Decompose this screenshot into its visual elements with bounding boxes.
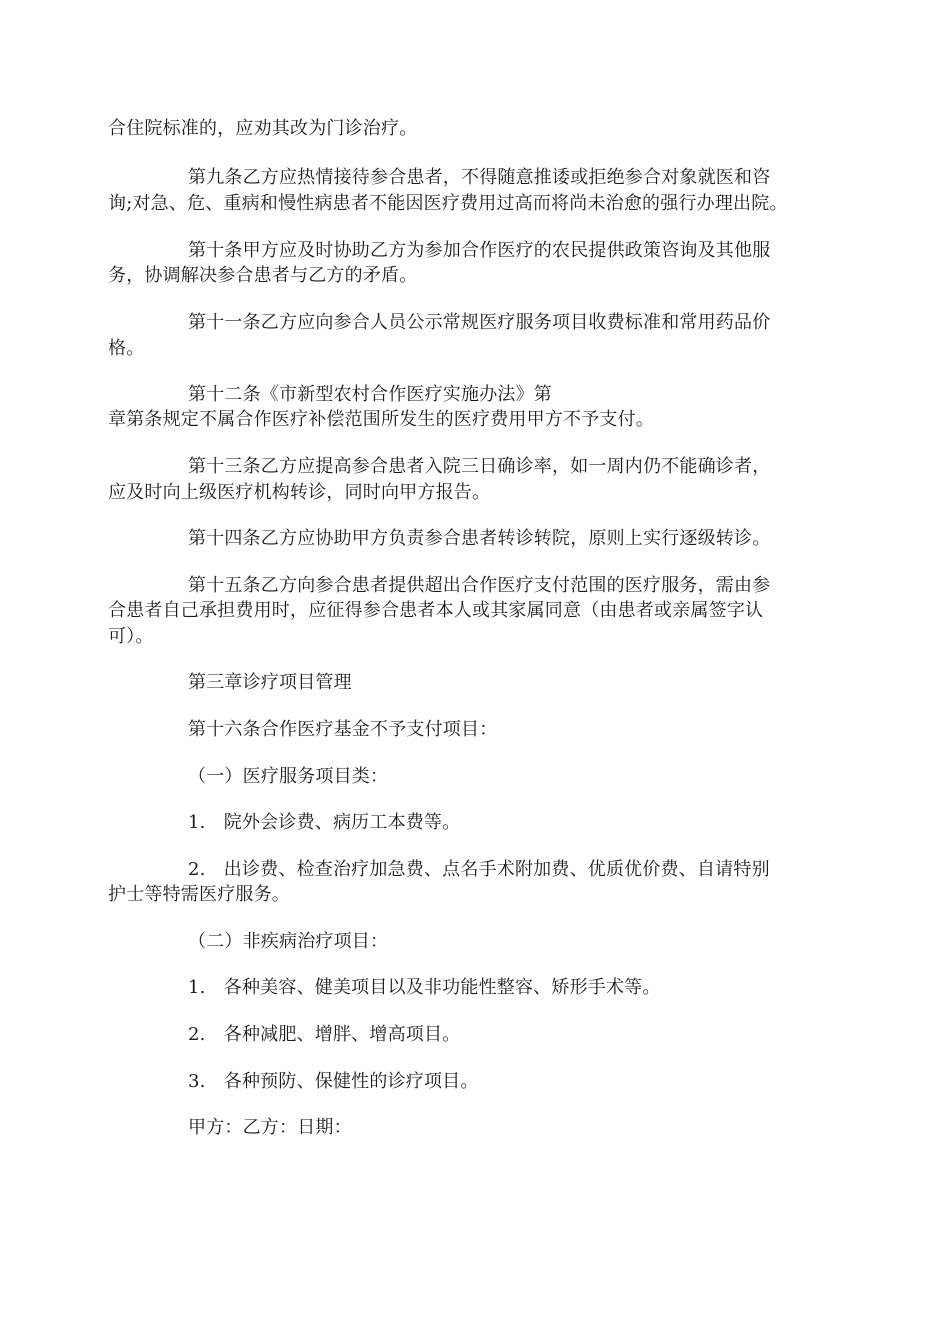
text-line: 第十四条乙方应协助甲方负责参合患者转诊转院，原则上实行逐级转诊。 bbox=[188, 528, 771, 549]
section-heading: （二）非疾病治疗项目： bbox=[188, 931, 389, 952]
text-line: 格。 bbox=[108, 338, 145, 359]
text-line: 第九条乙方应热情接待参合患者，不得随意推诿或拒绝参合对象就医和咨 bbox=[188, 167, 771, 188]
text-line: 第十一条乙方应向参合人员公示常规医疗服务项目收费标准和常用药品价 bbox=[188, 312, 771, 333]
text-line: 务，协调解决参合患者与乙方的矛盾。 bbox=[108, 265, 418, 286]
text-line: 询;对急、危、重病和慢性病患者不能因医疗费用过高而将尚未治愈的强行办理出院。 bbox=[108, 193, 788, 214]
text-line: 第十六条合作医疗基金不予支付项目： bbox=[188, 719, 498, 740]
list-item: 3. 各种预防、保健性的诊疗项目。 bbox=[188, 1071, 479, 1092]
text-line: 第十二条《市新型农村合作医疗实施办法》第 bbox=[188, 384, 552, 405]
text-line: 合住院标准的，应劝其改为门诊治疗。 bbox=[108, 118, 418, 139]
chapter-heading: 第三章诊疗项目管理 bbox=[188, 672, 352, 693]
list-item: 1. 各种美容、健美项目以及非功能性整容、矫形手术等。 bbox=[188, 977, 661, 998]
text-line: 第十条甲方应及时协助乙方为参加合作医疗的农民提供政策咨询及其他服 bbox=[188, 240, 771, 261]
text-line: 护士等特需医疗服务。 bbox=[108, 884, 290, 905]
text-line: 章第条规定不属合作医疗补偿范围所发生的医疗费用甲方不予支付。 bbox=[108, 409, 654, 430]
text-line: 合患者自己承担费用时，应征得参合患者本人或其家属同意（由患者或亲属签字认 bbox=[108, 600, 764, 621]
section-heading: （一）医疗服务项目类： bbox=[188, 766, 389, 787]
text-line: 第十三条乙方应提高参合患者入院三日确诊率，如一周内仍不能确诊者， bbox=[188, 456, 771, 477]
list-item: 2. 出诊费、检查治疗加急费、点名手术附加费、优质优价费、自请特别 bbox=[188, 859, 770, 880]
text-line: 第十五条乙方向参合患者提供超出合作医疗支付范围的医疗服务，需由参 bbox=[188, 575, 771, 596]
text-line: 应及时向上级医疗机构转诊，同时向甲方报告。 bbox=[108, 482, 491, 503]
list-item: 2. 各种减肥、增胖、增高项目。 bbox=[188, 1024, 461, 1045]
signature-line: 甲方：乙方：日期： bbox=[188, 1117, 352, 1138]
text-line: 可）。 bbox=[108, 626, 154, 647]
list-item: 1. 院外会诊费、病历工本费等。 bbox=[188, 812, 461, 833]
